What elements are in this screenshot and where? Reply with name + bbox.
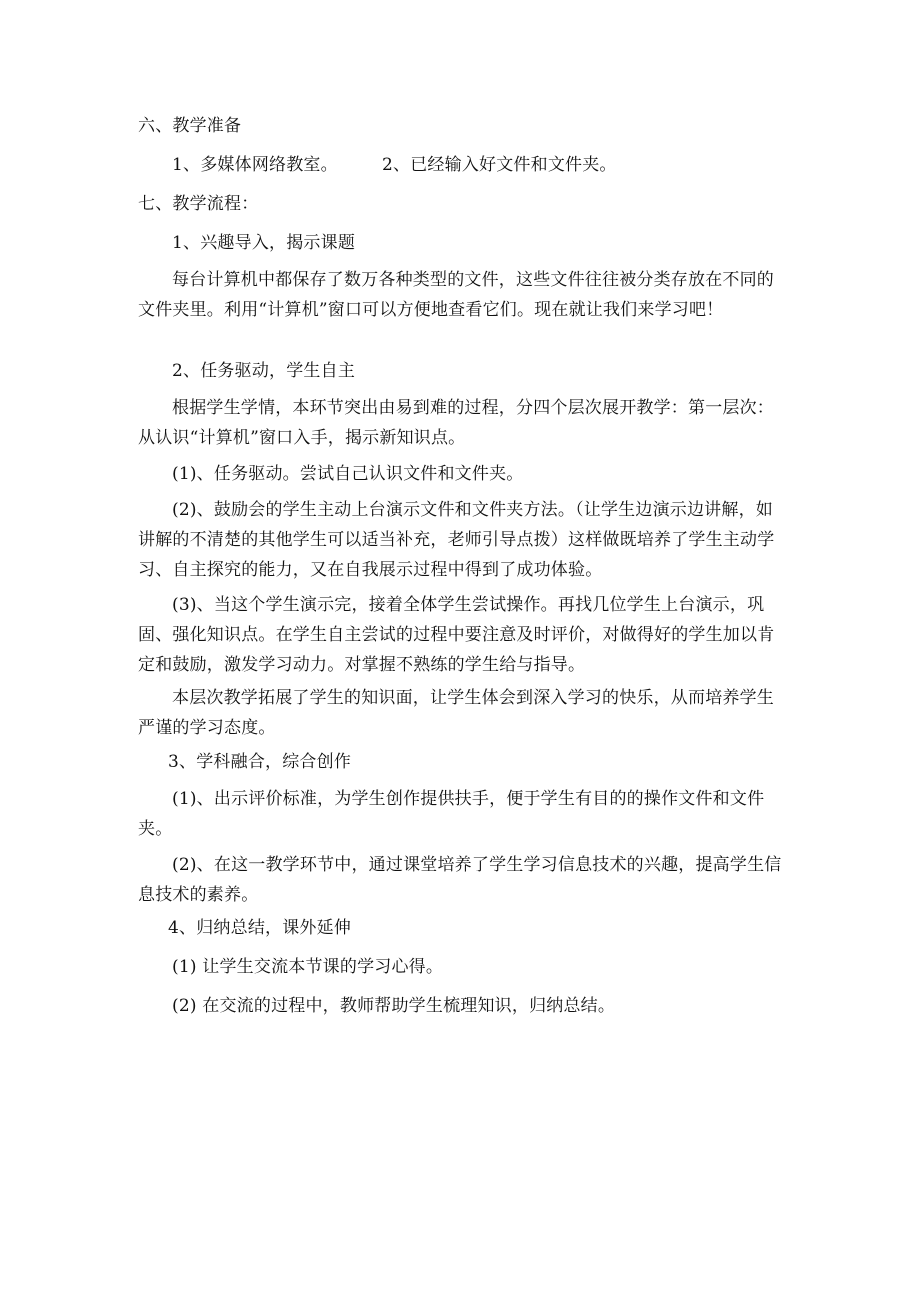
step-2-intro: 根据学生学情，本环节突出由易到难的过程，分四个层次展开教学：第一层次：从认识“计算机”窗口入手，揭示新知识点。 — [138, 398, 774, 448]
step-2-p1: (1)、任务驱动。尝试自己认识文件和文件夹。 — [172, 464, 524, 484]
step-3-p2: (2)、在这一教学环节中，通过课堂培养了学生学习信息技术的兴趣，提高学生信息技术的素养。 — [138, 855, 782, 905]
step-4-p1: (1) 让学生交流本节课的学习心得。 — [172, 957, 444, 977]
section-7-heading: 七、教学流程： — [138, 194, 259, 214]
step-3-title: 3、学科融合，综合创作 — [168, 752, 352, 772]
step-3-p1: (1)、出示评价标准，为学生创作提供扶手，便于学生有目的的操作文件和文件夹。 — [138, 789, 765, 839]
step-1-title: 1、兴趣导入，揭示课题 — [172, 233, 356, 253]
step-1-body: 每台计算机中都保存了数万各种类型的文件，这些文件往往被分类存放在不同的文件夹里。利用“计算机”窗口可以方便地查看它们。现在就让我们来学习吧！ — [138, 270, 774, 320]
step-2-p2: (2)、鼓励会的学生主动上台演示文件和文件夹方法。（让学生边演示边讲解，如讲解的不清楚的其他学生可以适当补充，老师引导点拨）这样做既培养了学生主动学习、自主探究的能力，又在自我展示过程中得到了成功体验。 — [138, 500, 775, 580]
step-4-p2: (2) 在交流的过程中，教师帮助学生梳理知识，归纳总结。 — [172, 996, 616, 1016]
step-2-title: 2、任务驱动，学生自主 — [172, 361, 356, 381]
step-2-p4: 本层次教学拓展了学生的知识面，让学生体会到深入学习的快乐，从而培养学生严谨的学习态度。 — [138, 688, 774, 738]
step-4-title: 4、归纳总结，课外延伸 — [168, 918, 352, 938]
prep-item-2: 2、已经输入好文件和文件夹。 — [382, 155, 617, 175]
section-6-heading: 六、教学准备 — [138, 116, 242, 136]
step-2-p3: (3)、当这个学生演示完，接着全体学生尝试操作。再找几位学生上台演示，巩固、强化知识点。在学生自主尝试的过程中要注意及时评价，对做得好的学生加以肯定和鼓励，激发学习动力。对掌握不熟练的学生给与指导。 — [138, 595, 775, 675]
prep-item-1: 1、多媒体网络教室。 — [172, 155, 338, 175]
